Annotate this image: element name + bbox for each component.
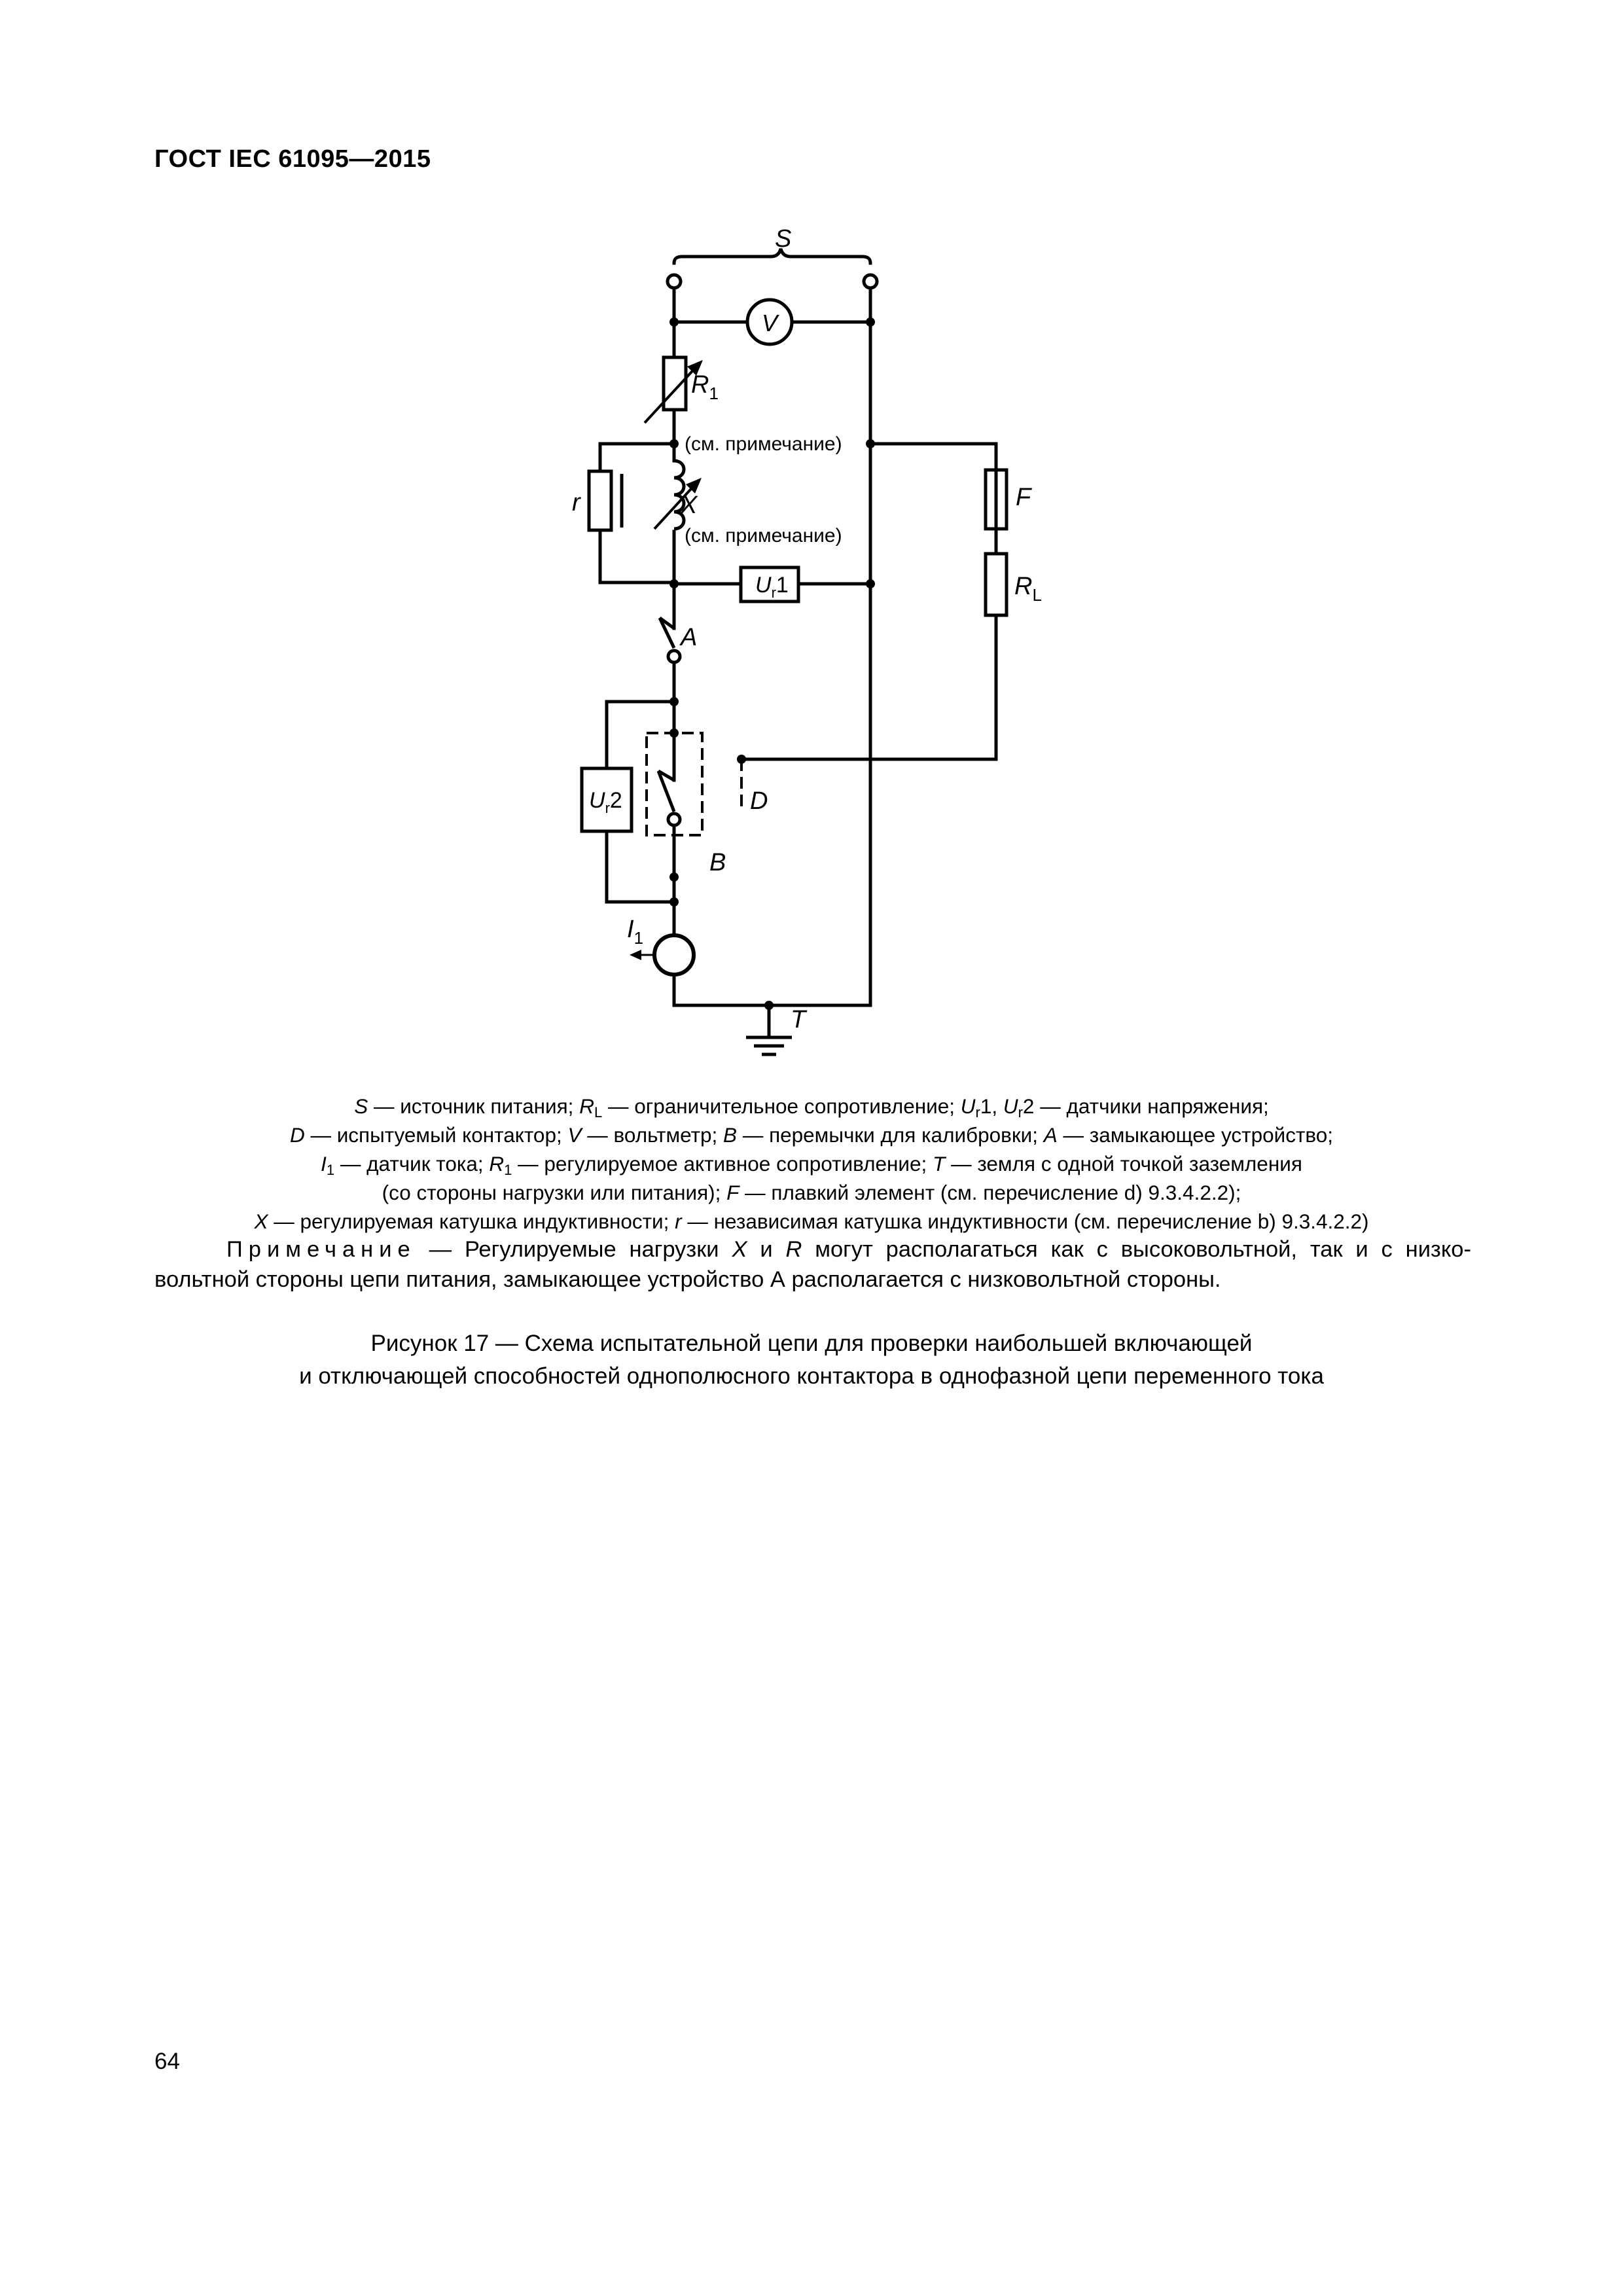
wire (600, 530, 674, 583)
source-terminals (668, 275, 877, 288)
resistor-r (589, 471, 611, 530)
label-t: T (791, 1006, 806, 1033)
note-ref-upper: (см. примечание) (685, 433, 842, 455)
page-header: ГОСТ IEC 61095—2015 (154, 145, 431, 173)
resistor-rl (986, 554, 1007, 615)
note-label: Примечание (226, 1237, 416, 1262)
label-s: S (775, 225, 792, 253)
note-line: вольтной стороны цепи питания, замыкающее устройство А располагается с низковольтной стороны. (154, 1267, 1221, 1292)
label-d: D (750, 787, 768, 815)
label-rl: $R_L$ (1014, 573, 1042, 605)
label-r-small: r (572, 489, 580, 516)
label-f: F (1016, 484, 1031, 511)
label-x: X (681, 492, 698, 519)
label-b: B (709, 849, 726, 876)
label-i1: $I_1$ (627, 916, 644, 948)
contactor-switch (658, 771, 680, 825)
legend-line: S — источник питания; $R_L$ — ограничительное сопротивление; $U_r1$, $U_r2$ — датчики напряжения; (354, 1094, 1269, 1121)
label-ur2: $U_r2$ (589, 788, 622, 816)
figure-caption: Рисунок 17 — Схема испытательной цепи для проверки наибольшей включающей и отключающей способностей однополюсного контактора в однофазной цепи переменного тока (299, 1331, 1324, 1389)
wire (870, 444, 996, 470)
legend-line: X — регулируемая катушка индуктивности; r — независимая катушка индуктивности (см. перечисление b) 9.3.4.2.2) (254, 1210, 1369, 1233)
source-brace (674, 249, 870, 263)
label-a: A (681, 624, 698, 651)
switch-a (660, 618, 680, 662)
circuit-diagram (0, 0, 1623, 1073)
wire (607, 702, 674, 768)
legend-line: D — испытуемый контактор; V — вольтметр; B — перемычки для калибровки; A — замыкающее устройство; (289, 1123, 1334, 1147)
wire (600, 444, 674, 471)
page-number: 64 (154, 2049, 180, 2074)
fuse-f (986, 470, 1007, 529)
junction-dots (669, 317, 875, 1010)
figure-legend (157, 1092, 1466, 1236)
wire (674, 975, 870, 1005)
label-v: V (761, 310, 778, 336)
legend-line: $I_1$ — датчик тока; $R_1$ — регулируемое активное сопротивление; T — земля с одной точкой заземления (321, 1152, 1302, 1178)
figure-note: Примечание — Регулируемые нагрузки X и R могут располагаться как с высоковольтной, так и с низко- вольтной стороны цепи питания, замыкающее устройство А располагается с низковольтной стороны. (154, 1234, 1471, 1295)
note-ref-lower: (см. примечание) (685, 525, 842, 547)
wire (607, 831, 674, 902)
earth-symbol (746, 1037, 792, 1054)
legend-line: (со стороны нагрузки или питания); F — плавкий элемент (см. перечисление d) 9.3.4.2.2); (382, 1181, 1241, 1204)
label-ur1: $U_r1$ (755, 573, 789, 601)
label-r1: $R_1$ (691, 371, 719, 403)
